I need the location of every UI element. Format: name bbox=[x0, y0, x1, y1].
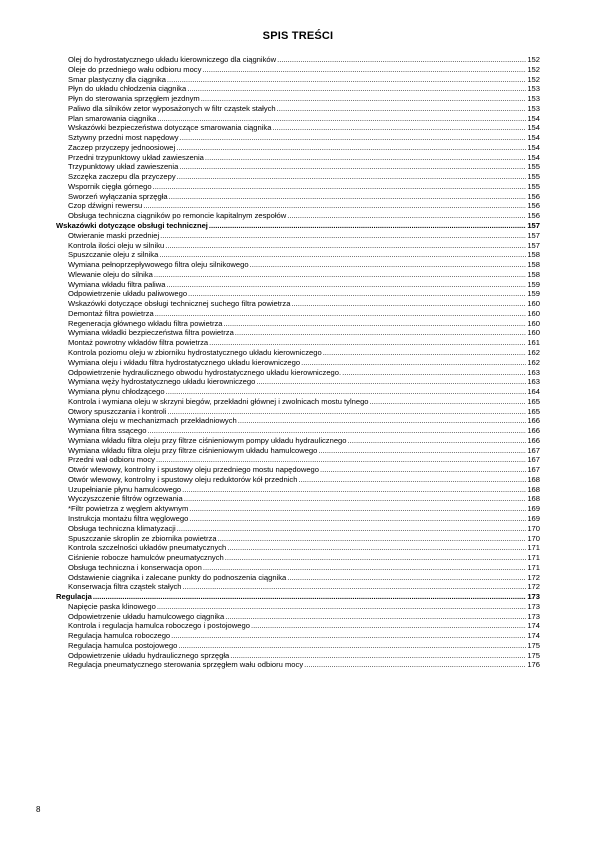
toc-entry-title: Regeneracja głównego wkładu filtra powietrza bbox=[68, 318, 223, 328]
toc-entry[interactable] bbox=[56, 84, 540, 94]
toc-entry[interactable] bbox=[56, 368, 540, 378]
toc-entry-title: Otwieranie maski przedniej bbox=[68, 230, 160, 240]
toc-entry[interactable] bbox=[56, 104, 540, 114]
toc-entry-title: Odstawienie ciągnika i zalecane punkty do podnoszenia ciągnika bbox=[68, 572, 287, 582]
toc-entry-title: Otwór wlewowy, kontrolny i spustowy oleju przedniego mostu napędowego bbox=[68, 465, 320, 475]
toc-entry-title: Demontaż filtra powietrza bbox=[68, 308, 154, 318]
toc-entry-page: 154 bbox=[527, 152, 540, 162]
toc-dot-leader bbox=[298, 475, 526, 485]
toc-entry-page: 164 bbox=[527, 387, 540, 397]
toc-entry[interactable] bbox=[56, 407, 540, 417]
toc-entry[interactable] bbox=[56, 241, 540, 251]
toc-entry-title: Wskazówki dotyczące obsługi technicznej bbox=[56, 221, 208, 231]
toc-dot-leader bbox=[167, 407, 526, 417]
toc-entry[interactable] bbox=[56, 231, 540, 241]
toc-entry-page: 166 bbox=[527, 435, 540, 445]
toc-entry[interactable] bbox=[56, 465, 540, 475]
toc-entry-page: 162 bbox=[527, 347, 540, 357]
toc-dot-leader bbox=[277, 104, 527, 114]
toc-entry[interactable] bbox=[56, 172, 540, 182]
toc-dot-leader bbox=[154, 270, 526, 280]
toc-entry-title: Przedni wał odbioru mocy bbox=[68, 455, 155, 465]
toc-entry-title: Regulacja hamulca roboczego bbox=[68, 631, 171, 641]
toc-entry-title: Zaczep przyczepy jednoosiowej bbox=[68, 142, 176, 152]
toc-entry[interactable] bbox=[56, 133, 540, 143]
toc-dot-leader bbox=[227, 543, 526, 553]
toc-entry-title: Obsługa techniczna i konserwacja opon bbox=[68, 562, 202, 572]
toc-entry-page: 168 bbox=[527, 474, 540, 484]
toc-entry[interactable] bbox=[56, 348, 540, 358]
toc-entry-page: 160 bbox=[527, 308, 540, 318]
toc-entry[interactable] bbox=[56, 65, 540, 75]
toc-entry[interactable] bbox=[56, 641, 540, 651]
toc-dot-leader bbox=[277, 55, 526, 65]
toc-entry-page: 170 bbox=[527, 523, 540, 533]
toc-dot-leader bbox=[93, 592, 526, 602]
toc-dot-leader bbox=[238, 416, 527, 426]
toc-entry-page: 162 bbox=[527, 357, 540, 367]
toc-entry-title: Odpowietrzenie układu hydraulicznego sprzęgła bbox=[68, 650, 230, 660]
toc-entry-page: 154 bbox=[527, 113, 540, 123]
toc-entry-title: Wymiana płynu chłodzącego bbox=[68, 387, 165, 397]
toc-dot-leader bbox=[157, 602, 527, 612]
toc-entry-page: 165 bbox=[527, 406, 540, 416]
toc-entry-title: Odpowietrzenie układu paliwowego bbox=[68, 289, 188, 299]
toc-dot-leader bbox=[224, 319, 527, 329]
toc-dot-leader bbox=[147, 426, 526, 436]
toc-dot-leader bbox=[166, 280, 526, 290]
toc-entry-title: Spuszczanie oleju z silnika bbox=[68, 250, 159, 260]
toc-dot-leader bbox=[155, 309, 527, 319]
toc-entry[interactable] bbox=[56, 475, 540, 485]
toc-dot-leader bbox=[184, 494, 527, 504]
toc-entry[interactable] bbox=[56, 436, 540, 446]
toc-entry-page: 163 bbox=[527, 367, 540, 377]
toc-dot-leader bbox=[251, 621, 526, 631]
toc-entry[interactable] bbox=[56, 182, 540, 192]
toc-dot-leader bbox=[218, 534, 527, 544]
toc-dot-leader bbox=[183, 582, 527, 592]
toc-section-heading[interactable] bbox=[56, 221, 540, 231]
toc-entry-page: 152 bbox=[527, 55, 540, 64]
toc-dot-leader bbox=[143, 201, 526, 211]
toc-entry-page: 163 bbox=[527, 377, 540, 387]
toc-dot-leader bbox=[203, 563, 527, 573]
toc-entry[interactable] bbox=[56, 514, 540, 524]
toc-dot-leader bbox=[171, 631, 526, 641]
toc-entry[interactable] bbox=[56, 504, 540, 514]
toc-entry-title: Kontrola i wymiana oleju w skrzyni biegów, przekładni głównej i zwolnicach mostu tylnego bbox=[68, 396, 369, 406]
toc-entry-page: 172 bbox=[527, 572, 540, 582]
toc-entry[interactable] bbox=[56, 612, 540, 622]
toc-entry-title: Wymiana wkładki bezpieczeństwa filtra powietrza bbox=[68, 328, 234, 338]
toc-entry-page: 168 bbox=[527, 494, 540, 504]
toc-dot-leader bbox=[159, 250, 526, 260]
toc-entry-title: Konserwacja filtra cząstek stałych bbox=[68, 582, 182, 592]
toc-entry[interactable] bbox=[56, 123, 540, 133]
toc-entry-title: Wymiana wkładu filtra oleju przy filtrze ciśnieniowym układu hamulcowego bbox=[68, 445, 318, 455]
toc-entry-page: 153 bbox=[527, 94, 540, 104]
toc-entry-page: 175 bbox=[527, 640, 540, 650]
toc-entry-title: Olej do hydrostatycznego układu kierowniczego dla ciągników bbox=[68, 55, 277, 64]
toc-entry-page: 176 bbox=[527, 660, 540, 670]
toc-entry-page: 172 bbox=[527, 582, 540, 592]
toc-entry-page: 160 bbox=[527, 299, 540, 309]
toc-entry-page: 167 bbox=[527, 455, 540, 465]
toc-entry[interactable] bbox=[56, 416, 540, 426]
toc-entry[interactable] bbox=[56, 582, 540, 592]
toc-entry-title: Paliwo dla silników zetor wyposażonych w filtr cząstek stałych bbox=[68, 103, 276, 113]
page-title: SPIS TREŚCI bbox=[262, 30, 334, 42]
toc-entry-page: 166 bbox=[527, 416, 540, 426]
toc-entry[interactable] bbox=[56, 543, 540, 553]
toc-entry-title: Wymiana węży hydrostatycznego układu kierowniczego bbox=[68, 377, 256, 387]
toc-entry[interactable] bbox=[56, 201, 540, 211]
toc-entry-page: 155 bbox=[527, 181, 540, 191]
toc-entry-title: Sztywny przedni most napędowy bbox=[68, 133, 179, 143]
toc-entry[interactable] bbox=[56, 143, 540, 153]
toc-entry[interactable] bbox=[56, 651, 540, 661]
toc-entry-page: 173 bbox=[527, 611, 540, 621]
toc-entry-page: 171 bbox=[527, 553, 540, 563]
toc-entry-title: Kontrola szczelności układów pneumatycznych bbox=[68, 543, 227, 553]
toc-entry-page: 157 bbox=[527, 230, 540, 240]
toc-entry-page: 153 bbox=[527, 103, 540, 113]
toc-dot-leader bbox=[166, 387, 527, 397]
toc-entry-page: 158 bbox=[527, 250, 540, 260]
toc-dot-leader bbox=[180, 133, 527, 143]
toc-dot-leader bbox=[301, 358, 526, 368]
toc-dot-leader bbox=[160, 231, 526, 241]
toc-entry-title: Oleje do przedniego wału odbioru mocy bbox=[68, 64, 202, 74]
page-number: 8 bbox=[36, 805, 41, 814]
toc-dot-leader bbox=[189, 504, 526, 514]
toc-entry-page: 157 bbox=[527, 221, 540, 231]
toc-entry[interactable] bbox=[56, 494, 540, 504]
toc-entry-page: 158 bbox=[527, 260, 540, 270]
toc-dot-leader bbox=[235, 328, 527, 338]
toc-dot-leader bbox=[323, 348, 527, 358]
toc-dot-leader bbox=[342, 368, 526, 378]
toc-dot-leader bbox=[209, 221, 526, 231]
toc-entry[interactable] bbox=[56, 621, 540, 631]
toc-entry[interactable] bbox=[56, 94, 540, 104]
toc-entry-page: 169 bbox=[527, 504, 540, 514]
toc-entry-title: Wskazówki bezpieczeństwa dotyczące smarowania ciągnika bbox=[68, 123, 272, 133]
toc-entry-page: 167 bbox=[527, 465, 540, 475]
toc-entry-title: Wyczyszczenie filtrów ogrzewania bbox=[68, 494, 183, 504]
toc-dot-leader bbox=[177, 524, 527, 534]
toc-entry[interactable] bbox=[56, 524, 540, 534]
toc-entry[interactable] bbox=[56, 280, 540, 290]
toc-entry-title: Obsługa techniczna klimatyzacji bbox=[68, 523, 176, 533]
toc-entry-title: Czop dźwigni rewersu bbox=[68, 201, 143, 211]
toc-entry-title: Spuszczanie skroplin ze zbiornika powietrza bbox=[68, 533, 217, 543]
toc-dot-leader bbox=[189, 514, 526, 524]
toc-entry-title: Kontrola ilości oleju w silniku bbox=[68, 240, 165, 250]
toc-entry[interactable] bbox=[56, 75, 540, 85]
toc-entry[interactable] bbox=[56, 328, 540, 338]
toc-entry-page: 170 bbox=[527, 533, 540, 543]
toc-entry-title: Kontrola poziomu oleju w zbiorniku hydrostatycznego układu kierowniczego bbox=[68, 347, 322, 357]
toc-entry-page: 173 bbox=[527, 592, 540, 602]
toc-entry-title: Instrukcja montażu filtra węglowego bbox=[68, 513, 189, 523]
toc-dot-leader bbox=[187, 84, 526, 94]
toc-entry-page: 166 bbox=[527, 426, 540, 436]
toc-entry-page: 159 bbox=[527, 279, 540, 289]
toc-entry-title: Obsługa techniczna ciągników po remoncie kapitalnym zespołów bbox=[68, 211, 287, 221]
toc-entry[interactable] bbox=[56, 114, 540, 124]
toc-dot-leader bbox=[165, 241, 526, 251]
toc-entry-page: 169 bbox=[527, 513, 540, 523]
toc-entry-title: Regulacja bbox=[56, 592, 92, 602]
toc-dot-leader bbox=[205, 153, 526, 163]
toc-entry[interactable] bbox=[56, 260, 540, 270]
toc-entry-page: 158 bbox=[527, 269, 540, 279]
toc-dot-leader bbox=[179, 162, 526, 172]
toc-dot-leader bbox=[167, 75, 526, 85]
toc-entry-title: Odpowietrzenie hydraulicznego obwodu hydrostatycznego układu kierowniczego. bbox=[68, 367, 342, 377]
toc-entry-title: Sworzeń wyłączania sprzęgła bbox=[68, 191, 168, 201]
toc-dot-leader bbox=[230, 651, 526, 661]
toc-entry-page: 159 bbox=[527, 289, 540, 299]
toc-entry-page: 160 bbox=[527, 328, 540, 338]
toc-entry[interactable] bbox=[56, 553, 540, 563]
toc-dot-leader bbox=[157, 114, 526, 124]
toc-entry[interactable] bbox=[56, 211, 540, 221]
toc-entry-title: Wymiana pełnoprzepływowego filtra oleju silnikowego bbox=[68, 260, 249, 270]
toc-entry-page: 167 bbox=[527, 445, 540, 455]
toc-entry-page: 171 bbox=[527, 543, 540, 553]
toc-entry[interactable] bbox=[56, 319, 540, 329]
toc-dot-leader bbox=[201, 94, 527, 104]
toc-entry-page: 174 bbox=[527, 631, 540, 641]
toc-dot-leader bbox=[177, 172, 527, 182]
toc-entry-page: 152 bbox=[527, 64, 540, 74]
toc-entry[interactable] bbox=[56, 309, 540, 319]
toc-entry-page: 174 bbox=[527, 621, 540, 631]
toc-entry-page: 157 bbox=[527, 240, 540, 250]
toc-entry-page: 156 bbox=[527, 191, 540, 201]
toc-entry[interactable] bbox=[56, 455, 540, 465]
toc-entry[interactable] bbox=[56, 573, 540, 583]
toc-entry-title: Wskazówki dotyczące obsługi technicznej suchego filtra powietrza bbox=[68, 299, 291, 309]
toc-entry-title: Wymiana oleju i wkładu filtra hydrostatycznego układu kierowniczego bbox=[68, 357, 301, 367]
toc-entry-title: Płyn do układu chłodzenia ciągnika bbox=[68, 84, 187, 94]
toc-entry-page: 155 bbox=[527, 172, 540, 182]
toc-entry[interactable] bbox=[56, 55, 540, 65]
toc-entry[interactable] bbox=[56, 250, 540, 260]
toc-entry-title: Smar plastyczny dla ciągnika bbox=[68, 74, 166, 84]
toc-entry-title: Trzypunktowy układ zawieszenia bbox=[68, 162, 179, 172]
toc-dot-leader bbox=[153, 182, 527, 192]
toc-entry-title: Otwory spuszczania i kontroli bbox=[68, 406, 167, 416]
toc-entry-title: Wymiana wkładu filtra paliwa bbox=[68, 279, 166, 289]
toc-dot-leader bbox=[178, 641, 526, 651]
toc-entry[interactable] bbox=[56, 426, 540, 436]
toc-dot-leader bbox=[156, 455, 526, 465]
toc-entry-title: Montaż powrotny wkładów filtra powietrza bbox=[68, 338, 209, 348]
toc-dot-leader bbox=[182, 485, 526, 495]
toc-entry[interactable] bbox=[56, 387, 540, 397]
toc-dot-leader bbox=[304, 660, 526, 670]
toc-dot-leader bbox=[287, 573, 526, 583]
toc-entry[interactable] bbox=[56, 602, 540, 612]
toc-dot-leader bbox=[370, 397, 527, 407]
toc-entry-title: *Filtr powietrza z węglem aktywnym bbox=[68, 504, 189, 514]
toc-entry-title: Regulacja pneumatycznego sterowania sprzęgłem wału odbioru mocy bbox=[68, 660, 304, 670]
toc-dot-leader bbox=[291, 299, 526, 309]
toc-entry-title: Wspornik cięgła górnego bbox=[68, 181, 152, 191]
toc-entry-page: 175 bbox=[527, 650, 540, 660]
toc-entry[interactable] bbox=[56, 192, 540, 202]
toc-entry-page: 154 bbox=[527, 133, 540, 143]
toc-entry-page: 165 bbox=[527, 396, 540, 406]
toc-entry[interactable] bbox=[56, 377, 540, 387]
toc-dot-leader bbox=[272, 123, 526, 133]
toc-entry[interactable] bbox=[56, 660, 540, 670]
toc-entry-title: Wymiana wkładu filtra oleju przy filtrze ciśnieniowym pompy układu hydraulicznego bbox=[68, 435, 347, 445]
toc-entry-title: Wymiana filtra ssącego bbox=[68, 426, 147, 436]
toc-dot-leader bbox=[250, 260, 527, 270]
toc-dot-leader bbox=[225, 612, 526, 622]
toc-dot-leader bbox=[287, 211, 526, 221]
toc-entry-title: Regulacja hamulca postojowego bbox=[68, 640, 178, 650]
toc-entry-title: Ciśnienie robocze hamulców pneumatycznych bbox=[68, 553, 224, 563]
toc-entry-title: Otwór wlewowy, kontrolny i spustowy oleju reduktorów kół przednich bbox=[68, 474, 298, 484]
toc-entry[interactable] bbox=[56, 446, 540, 456]
toc-dot-leader bbox=[202, 65, 526, 75]
toc-dot-leader bbox=[209, 338, 526, 348]
toc-entry-title: Kontrola i regulacja hamulca roboczego i postojowego bbox=[68, 621, 250, 631]
toc-entry-title: Odpowietrzenie układu hamulcowego ciągnika bbox=[68, 611, 225, 621]
toc-entry-page: 168 bbox=[527, 484, 540, 494]
toc-entry-page: 160 bbox=[527, 318, 540, 328]
toc-entry-page: 171 bbox=[527, 562, 540, 572]
table-of-contents bbox=[56, 55, 540, 670]
toc-entry-title: Przedni trzypunktowy układ zawieszenia bbox=[68, 152, 204, 162]
toc-dot-leader bbox=[188, 289, 526, 299]
toc-entry-page: 154 bbox=[527, 142, 540, 152]
toc-entry-page: 155 bbox=[527, 162, 540, 172]
toc-entry-page: 173 bbox=[527, 601, 540, 611]
toc-entry[interactable] bbox=[56, 534, 540, 544]
toc-entry[interactable] bbox=[56, 397, 540, 407]
toc-dot-leader bbox=[225, 553, 527, 563]
toc-entry[interactable] bbox=[56, 485, 540, 495]
toc-entry[interactable] bbox=[56, 299, 540, 309]
toc-entry-page: 153 bbox=[527, 84, 540, 94]
toc-entry-page: 154 bbox=[527, 123, 540, 133]
toc-entry-page: 161 bbox=[527, 338, 540, 348]
toc-entry-title: Płyn do sterowania sprzęgłem jezdnym bbox=[68, 94, 200, 104]
toc-entry-title: Napięcie paska klinowego bbox=[68, 601, 156, 611]
toc-dot-leader bbox=[176, 143, 526, 153]
toc-entry-page: 152 bbox=[527, 74, 540, 84]
toc-entry[interactable] bbox=[56, 162, 540, 172]
toc-dot-leader bbox=[348, 436, 527, 446]
toc-entry-title: Szczęka zaczepu dla przyczepy bbox=[68, 172, 176, 182]
toc-entry-page: 156 bbox=[527, 201, 540, 211]
toc-entry-title: Plan smarowania ciągnika bbox=[68, 113, 157, 123]
toc-entry-page: 156 bbox=[527, 211, 540, 221]
toc-dot-leader bbox=[256, 377, 526, 387]
toc-dot-leader bbox=[320, 465, 526, 475]
toc-entry[interactable] bbox=[56, 563, 540, 573]
toc-entry-title: Wlewanie oleju do silnika bbox=[68, 269, 153, 279]
toc-dot-leader bbox=[318, 446, 526, 456]
toc-entry[interactable] bbox=[56, 358, 540, 368]
toc-entry[interactable] bbox=[56, 631, 540, 641]
toc-dot-leader bbox=[169, 192, 527, 202]
toc-section-heading[interactable] bbox=[56, 592, 540, 602]
toc-entry[interactable] bbox=[56, 270, 540, 280]
toc-entry-title: Wymiana oleju w mechanizmach przekładniowych bbox=[68, 416, 237, 426]
toc-entry-title: Uzupełnianie płynu hamulcowego bbox=[68, 484, 182, 494]
toc-entry[interactable] bbox=[56, 289, 540, 299]
toc-entry[interactable] bbox=[56, 153, 540, 163]
toc-entry[interactable] bbox=[56, 338, 540, 348]
